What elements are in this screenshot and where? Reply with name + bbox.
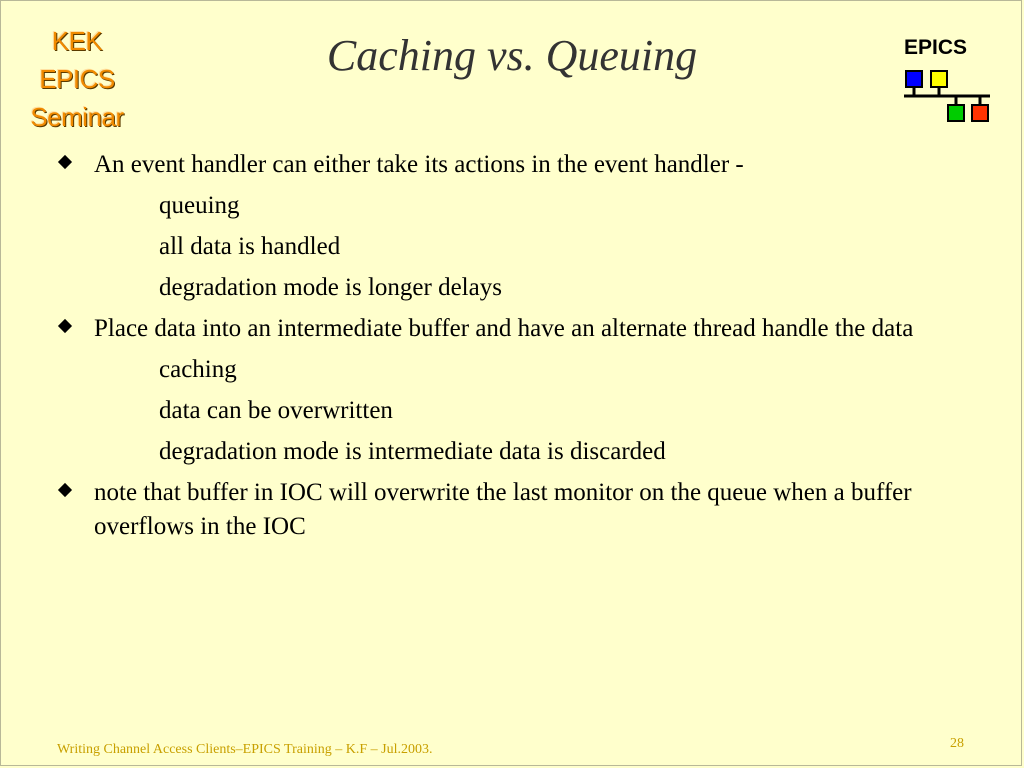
slide-title: Caching vs. Queuing [326, 31, 698, 80]
sub-item: degradation mode is intermediate data is discarded [159, 438, 666, 465]
node-green [948, 105, 964, 121]
diamond-bullet-icon [58, 483, 72, 497]
badge-line-epics: EPICS [39, 64, 115, 94]
sub-item: data can be overwritten [159, 397, 393, 424]
badge-line-seminar: Seminar [30, 102, 124, 132]
bullet-text: An event handler can either take its actions in the event handler - [94, 151, 744, 178]
badge-line-kek: KEK [51, 26, 103, 56]
node-blue [906, 71, 922, 87]
diamond-bullet-icon [58, 319, 72, 333]
sub-item: degradation mode is longer delays [159, 274, 502, 301]
sub-item: caching [159, 356, 237, 383]
diamond-bullet-icon [58, 155, 72, 169]
slide-footer: Writing Channel Access Clients–EPICS Training – K.F – Jul.2003. [57, 742, 433, 757]
node-red [972, 105, 988, 121]
epics-network-icon [902, 36, 998, 126]
sub-item: queuing [159, 192, 240, 219]
sub-item: all data is handled [159, 233, 341, 260]
bullet-text: Place data into an intermediate buffer and have an alternate thread handle the data [94, 315, 914, 342]
epics-logo-label: EPICS [904, 36, 968, 59]
bullet-text: note that buffer in IOC will overwrite the last monitor on the queue when a buffer overflows in the IOC [94, 479, 912, 540]
node-yellow [931, 71, 947, 87]
slide-body [58, 148, 958, 551]
bullet-item [58, 476, 958, 544]
page-number: 28 [950, 736, 964, 751]
bullet-item [58, 312, 958, 346]
bullet-item [58, 148, 958, 182]
epics-logo [902, 36, 998, 126]
